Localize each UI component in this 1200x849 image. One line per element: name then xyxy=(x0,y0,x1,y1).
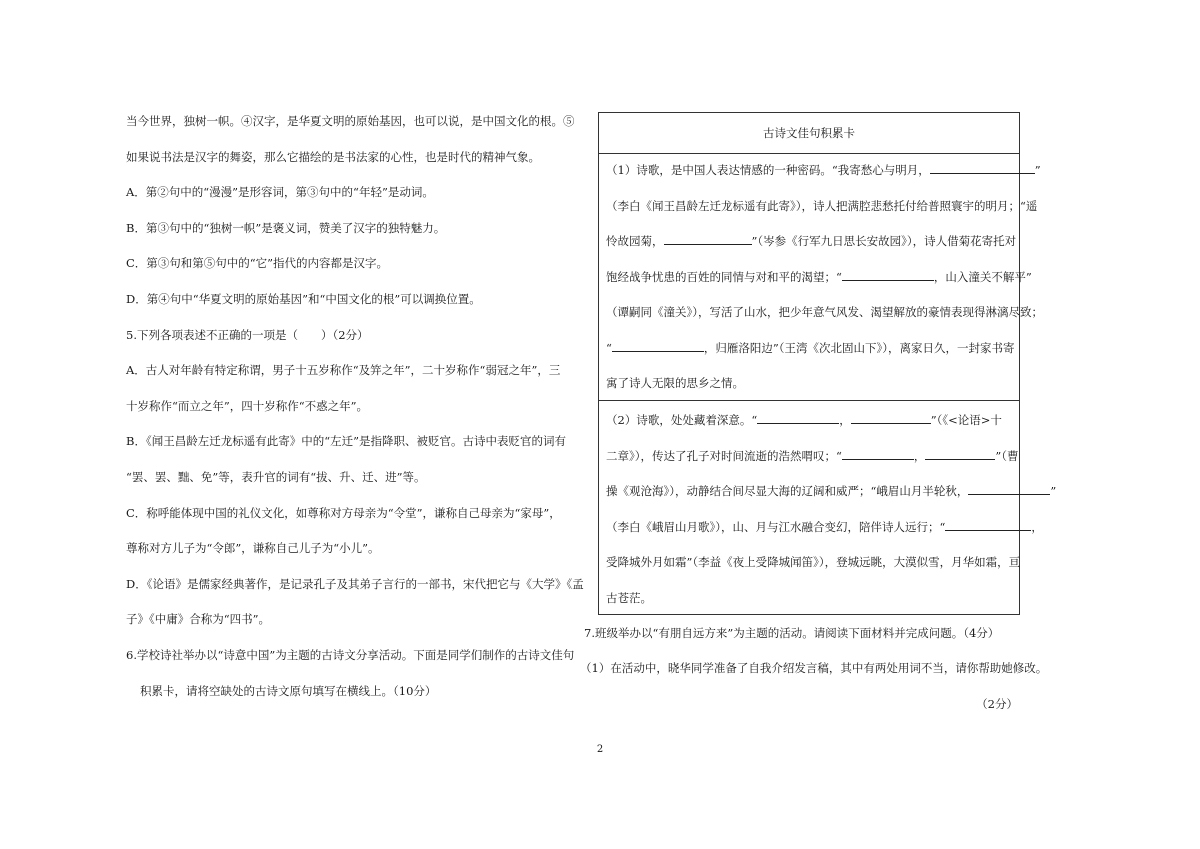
card-text: ，山入潼关不解平” xyxy=(933,269,1032,284)
text-line: 当今世界，独树一帜。④汉字，是华夏文明的原始基因，也可以说，是中国文化的根。⑤ xyxy=(126,114,575,128)
option-c: C．第③句和第⑤句中的“它”指代的内容都是汉字。 xyxy=(126,256,389,271)
card-text: ” xyxy=(1050,484,1057,498)
card-text: 怜故园菊， xyxy=(606,234,664,248)
card-section-1 xyxy=(606,161,1043,410)
card-text: ， xyxy=(913,448,926,463)
card-line xyxy=(606,482,1057,500)
question-5: 5.下列各项表述不正确的一项是（ ）（2分） xyxy=(126,327,369,342)
answer-blank[interactable] xyxy=(968,482,1050,495)
card-text: 操《观沧海》），动静结合间尽显大海的辽阔和威严；“峨眉山月半轮秋， xyxy=(606,484,969,498)
card-line xyxy=(606,374,1013,392)
question-6-cont: 积累卡，请将空缺处的古诗文原句填写在横线上。（10分） xyxy=(140,683,437,698)
card-text: ，归雁洛阳边”（王湾《次北固山下》），离家日久，一封家书寄 xyxy=(703,340,1015,355)
option-a: A．第②句中的“漫漫”是形容词，第③句中的“年轻”是动词。 xyxy=(126,185,434,200)
question-6: 6.学校诗社举办以“诗意中国”为主题的古诗文分享活动。下面是同学们制作的古诗文佳句 xyxy=(126,647,575,662)
card-text: 饱经战争忧患的百姓的同情与对和平的渴望；“ xyxy=(606,269,842,284)
answer-blank[interactable] xyxy=(925,447,995,460)
card-text: （李白《峨眉山月歌》），山、月与江水融合变幻，陪伴诗人远行；“ xyxy=(606,519,946,534)
card-line xyxy=(606,232,1017,250)
card-text: 受降城外月如霜”（李益《夜上受降城闻笛》），登城远眺，大漠似雪，月华如霜，亘 xyxy=(606,555,1021,569)
question-7: 7.班级举办以“有朋自远方来”为主题的活动。请阅读下面材料并完成问题。（4分） xyxy=(584,626,1000,640)
answer-blank[interactable] xyxy=(757,411,839,424)
card-text: （谭嗣同《潼关》），写活了山水，把少年意气风发、渴望解放的豪情表现得淋漓尽致； xyxy=(606,305,1043,319)
card-text: 古苍茫。 xyxy=(606,590,652,605)
answer-blank[interactable] xyxy=(930,161,1035,174)
card-text: 寓了诗人无限的思乡之情。 xyxy=(606,376,744,390)
card-text: （李白《闻王昌龄左迁龙标遥有此寄》），诗人把满腔悲愁托付给普照寰宇的明月；“遥 xyxy=(606,198,1038,213)
card-line xyxy=(606,589,1013,607)
card-text: 二章》），传达了孔子对时间流逝的浩然喟叹；“ xyxy=(606,448,842,463)
card-line xyxy=(606,518,1043,536)
card-text: “ xyxy=(606,340,612,355)
answer-blank[interactable] xyxy=(612,339,704,352)
q5-option-a: A．古人对年龄有特定称谓，男子十五岁称作“及笄之年”，二十岁称作“弱冠之年”，三 xyxy=(126,363,561,378)
answer-blank[interactable] xyxy=(842,447,914,460)
card-divider xyxy=(599,153,1019,154)
card-text: （1）诗歌，是中国人表达情感的一种密码。“我寄愁心与明月， xyxy=(606,163,930,177)
card-text: （2）诗歌，处处藏着深意。“ xyxy=(606,413,758,427)
answer-blank[interactable] xyxy=(945,518,1031,531)
card-line xyxy=(606,447,1019,465)
text-line: 如果说书法是汉字的舞姿，那么它描绘的是书法家的心性，也是时代的精神气象。 xyxy=(126,149,540,164)
card-text: ”（岑参《行军九日思长安故园》），诗人借菊花寄托对 xyxy=(751,234,1017,248)
card-line xyxy=(606,553,1021,571)
q5-option-c: C．称呼能体现中国的礼仪文化，如尊称对方母亲为“令堂”，谦称自己母亲为“家母”， xyxy=(126,505,561,520)
card-text: ”（曹 xyxy=(995,448,1019,463)
option-d: D．第④句中“华夏文明的原始基因”和“中国文化的根”可以调换位置。 xyxy=(126,291,481,306)
card-line xyxy=(606,411,1013,429)
card-divider xyxy=(599,400,1019,401)
q5-option-d: D．《论语》是儒家经典著作，是记录孔子及其弟子言行的一部书，宋代把它与《大学》《孟 xyxy=(126,576,584,591)
answer-blank[interactable] xyxy=(851,411,931,424)
page-number: 2 xyxy=(596,744,604,755)
question-7-score: （2分） xyxy=(976,697,1018,711)
poetry-card xyxy=(598,112,1057,615)
card-text: ， xyxy=(1031,519,1043,534)
q5-option-b-cont: “罢、罢、黜、免”等，表升官的词有“拔、升、迁、进”等。 xyxy=(126,469,426,484)
card-section-2 xyxy=(606,411,1057,624)
q5-option-b: B．《闻王昌龄左迁龙标遥有此寄》中的“左迁”是指降职、被贬官。古诗中表贬官的词有 xyxy=(126,434,566,449)
card-text: ” xyxy=(1034,163,1041,177)
card-text: ， xyxy=(839,413,851,427)
question-7-part-1: （1）在活动中，晓华同学准备了自我介绍发言稿，其中有两处用词不当，请你帮助她修改。 xyxy=(580,661,1048,675)
q5-option-a-cont: 十岁称作“而立之年”，四十岁称作“不惑之年”。 xyxy=(126,398,369,413)
q5-option-c-cont: 尊称对方儿子为“令郎”，谦称自己儿子为“小儿”。 xyxy=(126,541,380,556)
left-column xyxy=(126,112,586,717)
option-b: B．第③句中的“独树一帜”是褒义词，赞美了汉字的独特魅力。 xyxy=(126,220,446,235)
answer-blank[interactable] xyxy=(842,268,934,281)
card-text: ”（《<论语>十 xyxy=(930,413,1002,427)
card-line xyxy=(606,339,1013,357)
answer-blank[interactable] xyxy=(664,232,752,245)
card-line xyxy=(606,268,1032,286)
card-line xyxy=(606,161,1041,179)
q5-option-d-cont: 子》《中庸》合称为“四书”。 xyxy=(126,612,271,627)
card-line xyxy=(606,197,1038,215)
card-title: 古诗文佳句积累卡 xyxy=(763,126,855,140)
card-line xyxy=(606,303,1043,321)
